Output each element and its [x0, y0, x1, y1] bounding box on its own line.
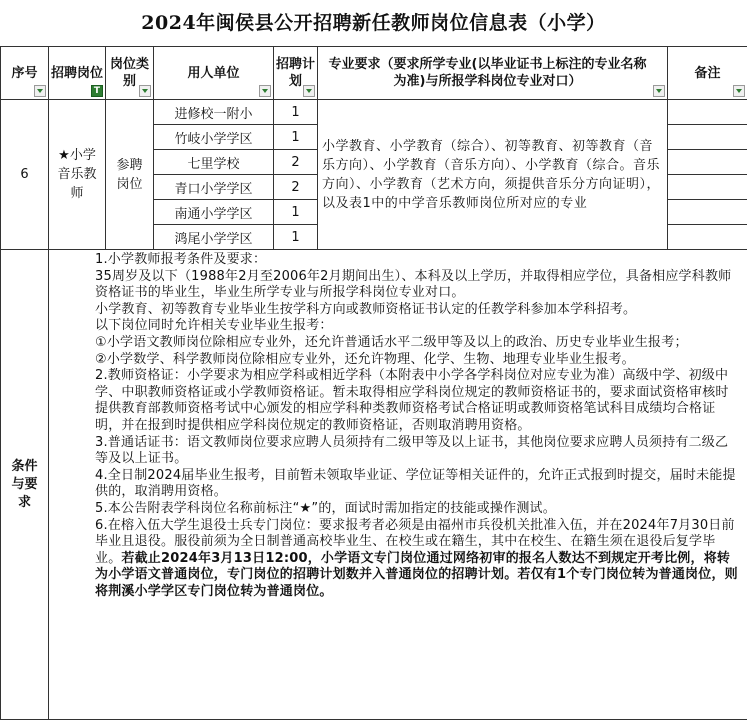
cell-plan: 1: [274, 125, 318, 150]
condition-text-normal: 6.在榕入伍大学生退役士兵专门岗位：要求报考者必须是由福州市兵役机关批准入伍，并在2024年7月30日前毕业且退役。服役前须为全日制普通高校毕业生、在校生或在籍生，其中在校生、在籍生须在退役后复学毕业。: [95, 517, 735, 566]
condition-paragraph: 5.本公告附表学科岗位名称前标注“★”的，面试时需加指定的技能或操作测试。: [95, 500, 556, 516]
condition-paragraph: 2.教师资格证：小学要求为相应学科或相近学科（本附表中小学各学科岗位对应专业为准）高级中学、初级中学、中职教师资格证或小学教师资格证。暂未取得相应学科岗位规定的教师资格证书的，要求面试资格审核时提供教育部教师资格考试中心颁发的相应学科种类教师资格考试合格证明或教师资格笔试科目成绩均合格证明，并在报到时提供相应学科岗位规定的教师资格证，否则取消聘用资格。: [95, 368, 729, 433]
filter-dropdown-icon[interactable]: [653, 85, 665, 97]
condition-paragraph: 4.全日制2024届毕业生报考，目前暂未领取毕业证、学位证等相关证件的，允许正式报到时提交，届时未能提供的，取消聘用资格。: [95, 467, 736, 500]
condition-paragraph: 3.普通话证书：语文教师岗位要求应聘人员须持有二级甲等及以上证书，其他岗位要求应聘人员须持有二级乙等及以上证书。: [95, 434, 729, 467]
cell-unit: 南通小学学区: [154, 200, 274, 225]
header-post[interactable]: 招聘岗位 T: [49, 47, 106, 100]
table-row: [1, 100, 747, 125]
condition-paragraph: 35周岁及以下（1988年2月至2006年2月期间出生）、本科及以上学历，并取得相应学位，具备相应学科教师资格证书的毕业生，毕业生所学专业与所报学科岗位专业对口。: [95, 268, 732, 301]
header-note[interactable]: 备注: [668, 47, 747, 100]
header-unit[interactable]: 用人单位: [154, 47, 274, 100]
cell-seq: 6: [1, 100, 49, 250]
filter-dropdown-icon[interactable]: [733, 85, 745, 97]
header-category[interactable]: 岗位类别: [106, 47, 154, 100]
cell-plan: 1: [274, 200, 318, 225]
cell-unit: 竹岐小学学区: [154, 125, 274, 150]
cell-category: 参聘岗位: [106, 100, 154, 250]
recruitment-table: [0, 46, 747, 720]
conditions-label: 条件与要求: [1, 250, 49, 720]
cell-unit: 进修校一附小: [154, 100, 274, 125]
cell-post: ★小学音乐教师: [49, 100, 106, 250]
cell-major: 小学教育、小学教育（综合）、初等教育、初等教育（音乐方向）、小学教育（音乐方向）、小学教育（综合。音乐方向）、小学教育（艺术方向，须提供音乐分方向证明），以及表1中的中学音乐教师岗位所对应的专业: [318, 100, 668, 250]
cell-note: [668, 200, 747, 225]
condition-paragraph: [95, 518, 741, 601]
condition-paragraph: 以下岗位同时允许相关专业毕业生报考：: [95, 318, 333, 334]
filter-dropdown-icon[interactable]: [34, 85, 46, 97]
header-plan[interactable]: 招聘计划: [274, 47, 318, 100]
filter-dropdown-icon[interactable]: [139, 85, 151, 97]
header-row: [1, 47, 747, 100]
cell-note: [668, 150, 747, 175]
header-major[interactable]: 专业要求（要求所学专业(以毕业证书上标注的专业名称为准)与所报学科岗位专业对口）: [318, 47, 668, 100]
filter-active-funnel-icon[interactable]: T: [91, 85, 103, 97]
header-seq[interactable]: 序号: [1, 47, 49, 100]
condition-paragraph: ①小学语文教师岗位除相应专业外，还允许普通话水平二级甲等及以上的政治、历史专业毕业生报考；: [95, 334, 688, 350]
conditions-text: [49, 250, 747, 720]
cell-plan: 1: [274, 225, 318, 250]
cell-note: [668, 100, 747, 125]
filter-dropdown-icon[interactable]: [259, 85, 271, 97]
condition-text-bold: 若截止2024年3月13日12:00，小学语文专门岗位通过网络初审的报名人数达不到规定开考比例，将转为小学语文普通岗位，专门岗位的招聘计划数并入普通岗位的招聘计划。若仅有1个专门岗位转为普通岗位，则将荆溪小学学区专门岗位转为普通岗位。: [95, 550, 738, 599]
condition-paragraph: 小学教育、初等教育专业毕业生按学科方向或教师资格证书认定的任教学科参加本学科招考。: [95, 301, 637, 317]
cell-plan: 2: [274, 175, 318, 200]
condition-paragraph: ②小学数学、科学教师岗位除相应专业外，还允许物理、化学、生物、地理专业毕业生报考。: [95, 351, 635, 367]
cell-plan: 1: [274, 100, 318, 125]
condition-paragraph: 1.小学教师报考条件及要求：: [95, 252, 267, 267]
cell-unit: 青口小学学区: [154, 175, 274, 200]
cell-note: [668, 225, 747, 250]
conditions-row: [1, 250, 747, 720]
cell-unit: 鸿尾小学学区: [154, 225, 274, 250]
page-title: 2024年闽侯县公开招聘新任教师岗位信息表（小学）: [141, 12, 606, 34]
cell-plan: 2: [274, 150, 318, 175]
cell-unit: 七里学校: [154, 150, 274, 175]
cell-note: [668, 175, 747, 200]
cell-note: [668, 125, 747, 150]
filter-dropdown-icon[interactable]: [303, 85, 315, 97]
